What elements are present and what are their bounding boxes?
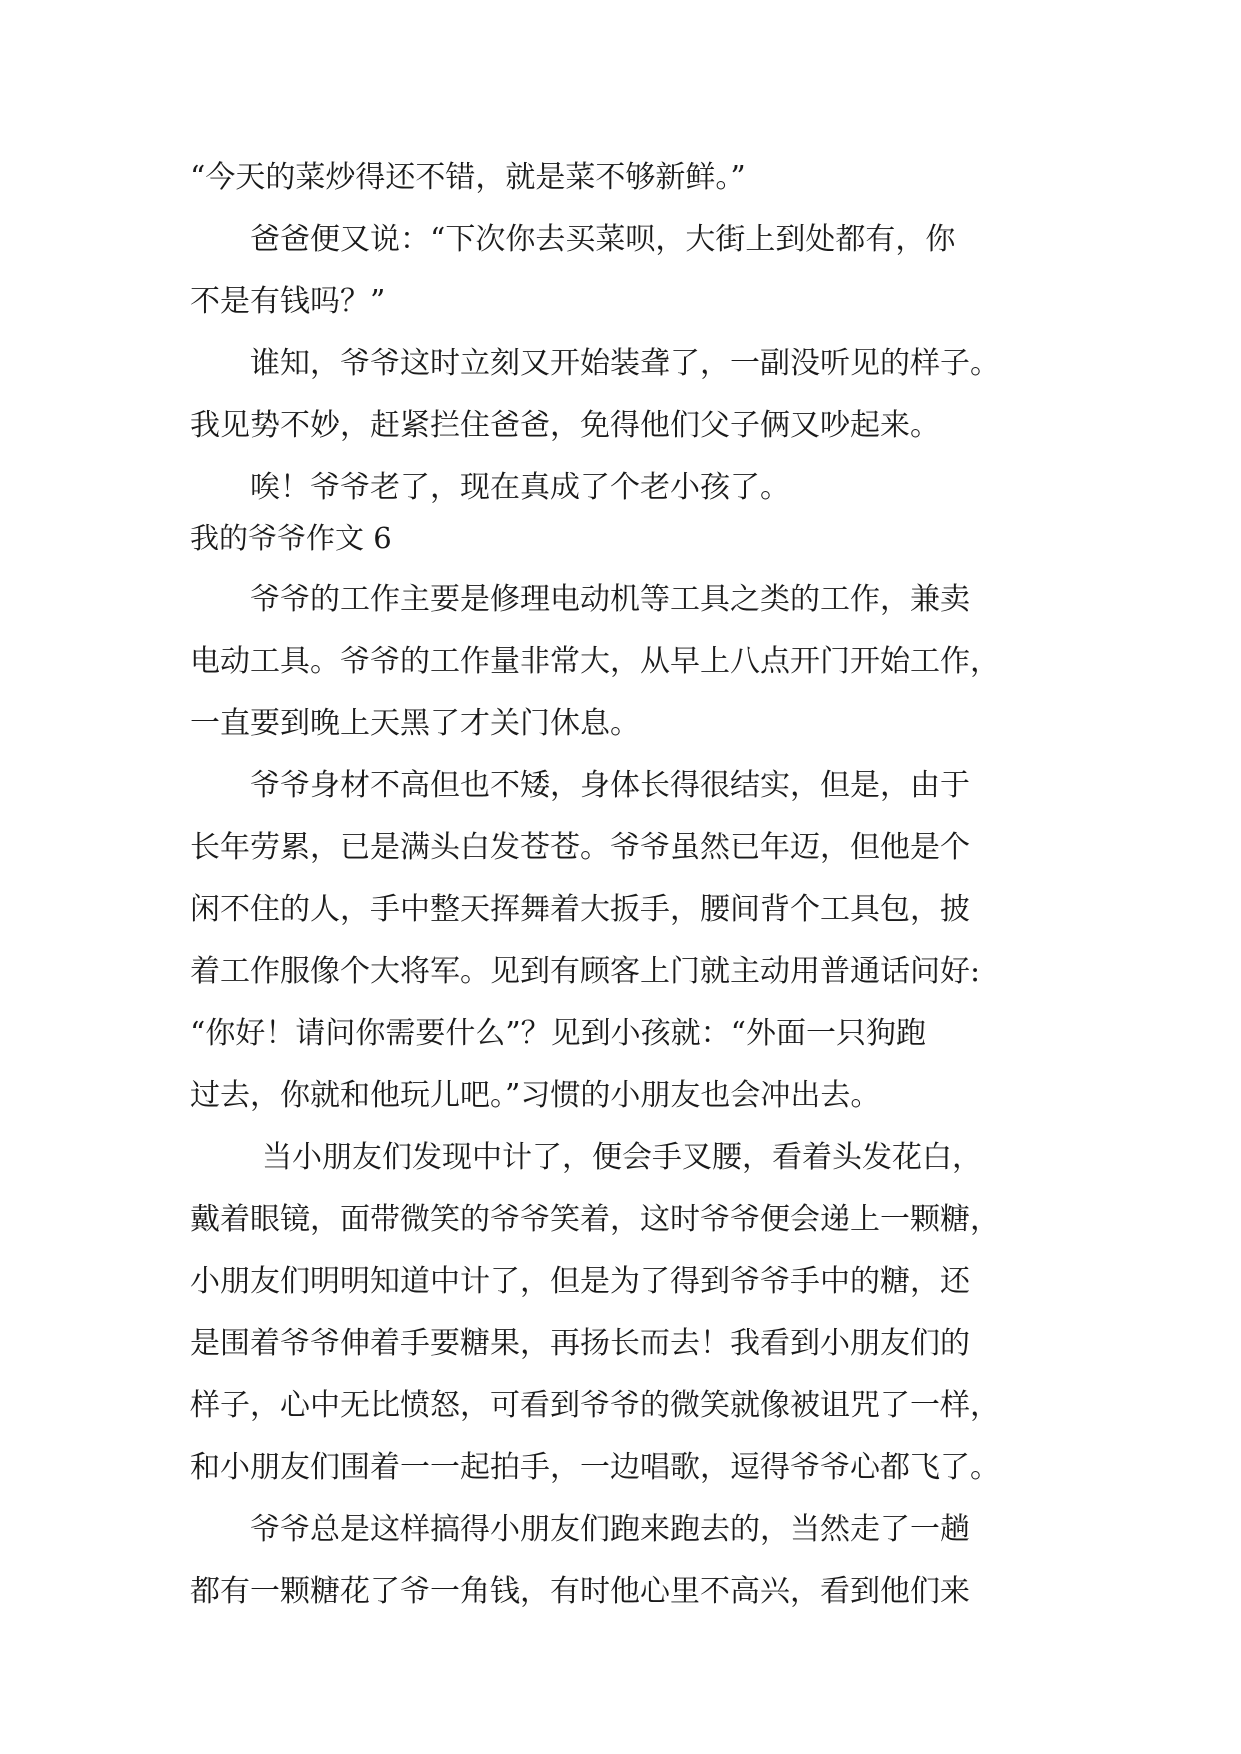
- text-line: 谁知，爷爷这时立刻又开始装聋了，一副没听见的样子。: [250, 346, 1000, 381]
- text-line: 戴着眼镜，面带微笑的爷爷笑着，这时爷爷便会递上一颗糖，: [190, 1202, 1000, 1237]
- text-line: 是围着爷爷伸着手要糖果，再扬长而去！我看到小朋友们的: [190, 1326, 970, 1361]
- text-line: 唉！爷爷老了，现在真成了个老小孩了。: [250, 470, 790, 505]
- text-line: 爷爷的工作主要是修理电动机等工具之类的工作，兼卖: [250, 582, 970, 617]
- text-line: 电动工具。爷爷的工作量非常大，从早上八点开门开始工作，: [190, 644, 1000, 679]
- text-line: 过去，你就和他玩儿吧。”习惯的小朋友也会冲出去。: [190, 1078, 881, 1113]
- text-line: 和小朋友们围着一一起拍手，一边唱歌，逗得爷爷心都飞了。: [190, 1450, 1000, 1485]
- text-line: 着工作服像个大将军。见到有顾客上门就主动用普通话问好:: [190, 954, 981, 989]
- text-line: 当小朋友们发现中计了，便会手叉腰，看着头发花白，: [262, 1140, 982, 1175]
- text-line: 长年劳累，已是满头白发苍苍。爷爷虽然已年迈，但他是个: [190, 830, 970, 865]
- text-line: 不是有钱吗？”: [190, 284, 386, 319]
- text-line: “今天的菜炒得还不错，就是菜不够新鲜。”: [190, 160, 746, 195]
- text-line: “你好！请问你需要什么”？见到小孩就：“外面一只狗跑: [190, 1016, 927, 1051]
- text-line: 小朋友们明明知道中计了，但是为了得到爷爷手中的糖，还: [190, 1264, 970, 1299]
- text-line: 闲不住的人，手中整天挥舞着大扳手，腰间背个工具包，披: [190, 892, 970, 927]
- text-line: 爸爸便又说：“下次你去买菜呗，大街上到处都有，你: [250, 222, 956, 257]
- text-line: 都有一颗糖花了爷一角钱，有时他心里不高兴，看到他们来: [190, 1574, 970, 1609]
- text-line: 我见势不妙，赶紧拦住爸爸，免得他们父子俩又吵起来。: [190, 408, 940, 443]
- section-heading: 我的爷爷作文 6: [190, 521, 392, 555]
- text-line: 爷爷总是这样搞得小朋友们跑来跑去的，当然走了一趟: [250, 1512, 970, 1547]
- text-line: 爷爷身材不高但也不矮，身体长得很结实，但是，由于: [250, 768, 970, 803]
- text-line: 一直要到晚上天黑了才关门休息。: [190, 706, 640, 741]
- text-line: 样子，心中无比愤怒，可看到爷爷的微笑就像被诅咒了一样，: [190, 1388, 1000, 1423]
